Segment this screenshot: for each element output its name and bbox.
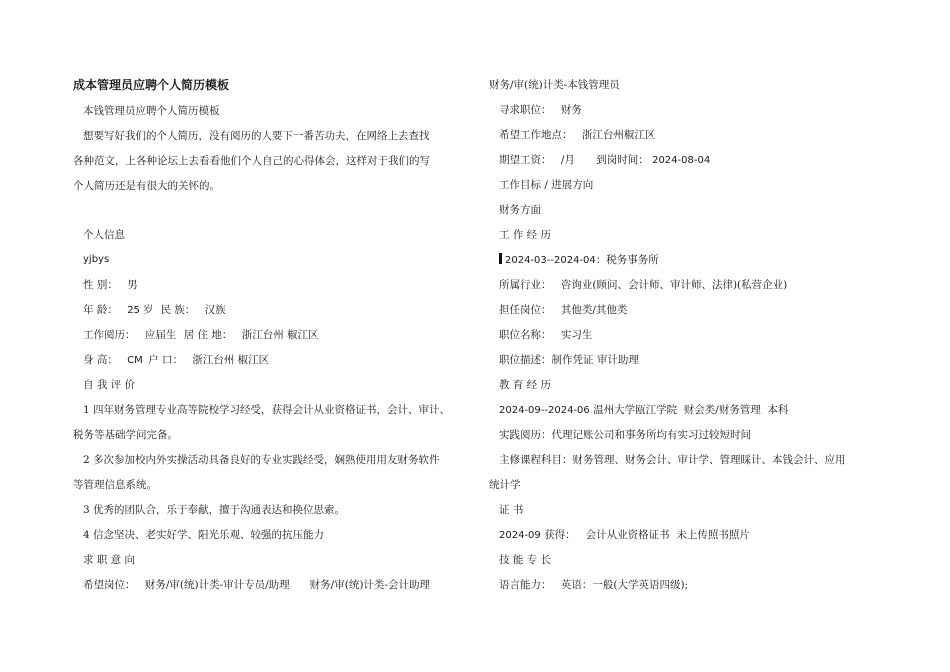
salary-row bbox=[499, 153, 710, 168]
cert-heading: 证 书 bbox=[499, 504, 524, 516]
eval-line: 税务等基础学问完备。 bbox=[73, 429, 178, 441]
post-label: 担任岗位： bbox=[499, 304, 552, 316]
arrival-label: 到岗时间： bbox=[596, 154, 649, 166]
document-title: 成本管理员应聘个人简历模板 bbox=[73, 78, 230, 92]
residence-label: 居 住 地： bbox=[183, 329, 233, 341]
practice-value: 代理记账公司和事务所均有实习过较短时间 bbox=[551, 429, 751, 441]
finance-line: 财务方面 bbox=[499, 204, 541, 216]
experience-label: 工作阅历： bbox=[83, 329, 136, 341]
position-label: 职位名称： bbox=[499, 329, 552, 341]
eval-line: 3 优秀的团队合，乐于奉献，擅于沟通表达和换位思索。 bbox=[83, 504, 346, 516]
industry-value: 咨询业(顾问、会计师、审计师、法律)(私营企业) bbox=[560, 279, 788, 291]
age-row bbox=[83, 303, 226, 318]
eval-line: 4 信念坚决、老实好学、阳光乐观、较强的抗压能力 bbox=[83, 529, 325, 541]
practice-label: 实践阅历： bbox=[499, 429, 552, 441]
desc-label: 职位描述： bbox=[499, 354, 552, 366]
experience-row bbox=[83, 328, 319, 342]
salary-label: 期望工资： bbox=[499, 154, 552, 166]
arrival-value: 2024-08-04 bbox=[652, 155, 711, 166]
hukou-value: 浙江台州 椒江区 bbox=[192, 354, 270, 366]
intro-line: 个人简历还是有很大的关怀的。 bbox=[73, 180, 220, 192]
cert-row bbox=[499, 528, 750, 543]
eval-line: 等管理信息系统。 bbox=[73, 479, 157, 491]
intro-line: 各种范文，上各种论坛上去看看他们个人自己的心得体会，这样对于我们的写 bbox=[73, 155, 430, 167]
eval-line: 1 四年财务管理专业高等院校学习经受，获得会计从业资格证书，会计、审计、 bbox=[83, 404, 451, 416]
gender-value: 男 bbox=[127, 279, 138, 291]
height-row bbox=[83, 353, 269, 368]
job-search-value: 财务 bbox=[560, 104, 582, 116]
desired-post-row bbox=[83, 578, 430, 592]
subtitle: 本钱管理员应聘个人简历模板 bbox=[83, 105, 220, 117]
self-eval-heading: 自 我 评 价 bbox=[83, 379, 136, 391]
work-heading: 工 作 经 历 bbox=[499, 229, 552, 241]
edu-row bbox=[499, 403, 789, 418]
desired-post-value: 财务/审(统)计类-审计专员/助理 财务/审(统)计类-会计助理 bbox=[144, 579, 430, 591]
age-value: 25 岁 bbox=[127, 305, 154, 316]
intent-heading: 求 职 意 向 bbox=[83, 554, 136, 566]
gender-label: 性 别： bbox=[83, 279, 118, 291]
desc-value: 制作凭证 审计助理 bbox=[551, 354, 639, 366]
height-value: CM bbox=[127, 355, 143, 366]
intro-line: 想要写好我们的个人简历，没有阅历的人要下一番苦功夫，在网络上去查找 bbox=[83, 130, 430, 142]
edu-heading: 教 育 经 历 bbox=[499, 379, 552, 391]
lang-value: 英语：一般(大学英语四级); bbox=[560, 579, 689, 591]
position-value: 实习生 bbox=[560, 329, 593, 341]
desired-post-continued: 财务/审(统)计类-本钱管理员 bbox=[489, 79, 620, 91]
personal-heading: 个人信息 bbox=[83, 229, 125, 241]
courses-line: 统计学 bbox=[489, 479, 521, 491]
industry-label: 所属行业： bbox=[499, 279, 552, 291]
eval-line: 2 多次参加校内外实操活动具备良好的专业实践经受，娴熟使用用友财务软件 bbox=[83, 454, 440, 466]
desired-post-label: 希望岗位： bbox=[83, 579, 136, 591]
ethnicity-label: 民 族： bbox=[160, 304, 196, 316]
practice-row bbox=[499, 428, 751, 442]
gender-row bbox=[83, 278, 138, 292]
residence-value: 浙江台州 椒江区 bbox=[241, 329, 319, 341]
experience-value: 应届生 bbox=[144, 329, 177, 341]
cert-text: 获得： 会计从业资格证书 未上传照书照片 bbox=[540, 529, 750, 541]
height-label: 身 高： bbox=[83, 354, 118, 366]
work-period-row bbox=[499, 253, 659, 268]
name: yjbys bbox=[83, 254, 110, 265]
post-row bbox=[499, 303, 627, 317]
post-value: 其他类/其他类 bbox=[560, 304, 628, 316]
position-row bbox=[499, 328, 592, 342]
location-value: 浙江台州椒江区 bbox=[581, 129, 656, 141]
edu-detail: 温州大学瓯江学院 财会类/财务管理 本科 bbox=[589, 404, 789, 416]
work-company: ：税务事务所 bbox=[595, 254, 659, 266]
bullet-bar-icon bbox=[499, 253, 502, 264]
job-search-row bbox=[499, 103, 582, 117]
salary-value: /月 bbox=[560, 154, 575, 166]
cert-date: 2024-09 bbox=[499, 530, 541, 541]
hukou-label: 户 口： bbox=[148, 354, 183, 366]
ethnicity-value: 汉族 bbox=[204, 304, 226, 316]
industry-row bbox=[499, 278, 787, 292]
edu-period: 2024-09--2024-06 bbox=[499, 405, 590, 416]
skills-heading: 技 能 专 长 bbox=[499, 554, 552, 566]
location-row bbox=[499, 128, 655, 142]
job-search-label: 寻求职位： bbox=[499, 104, 552, 116]
location-label: 希望工作地点： bbox=[499, 129, 573, 141]
lang-row bbox=[499, 578, 688, 592]
courses-line: 主修课程科目：财务管理、财务会计、审计学、管理睬计、本钱会计、应用 bbox=[499, 454, 846, 466]
age-label: 年 龄： bbox=[83, 304, 118, 316]
goal-line: 工作目标 / 进展方向 bbox=[499, 179, 594, 191]
work-period: 2024-03--2024-04 bbox=[505, 255, 596, 266]
lang-label: 语言能力： bbox=[499, 579, 552, 591]
desc-row bbox=[499, 353, 639, 367]
